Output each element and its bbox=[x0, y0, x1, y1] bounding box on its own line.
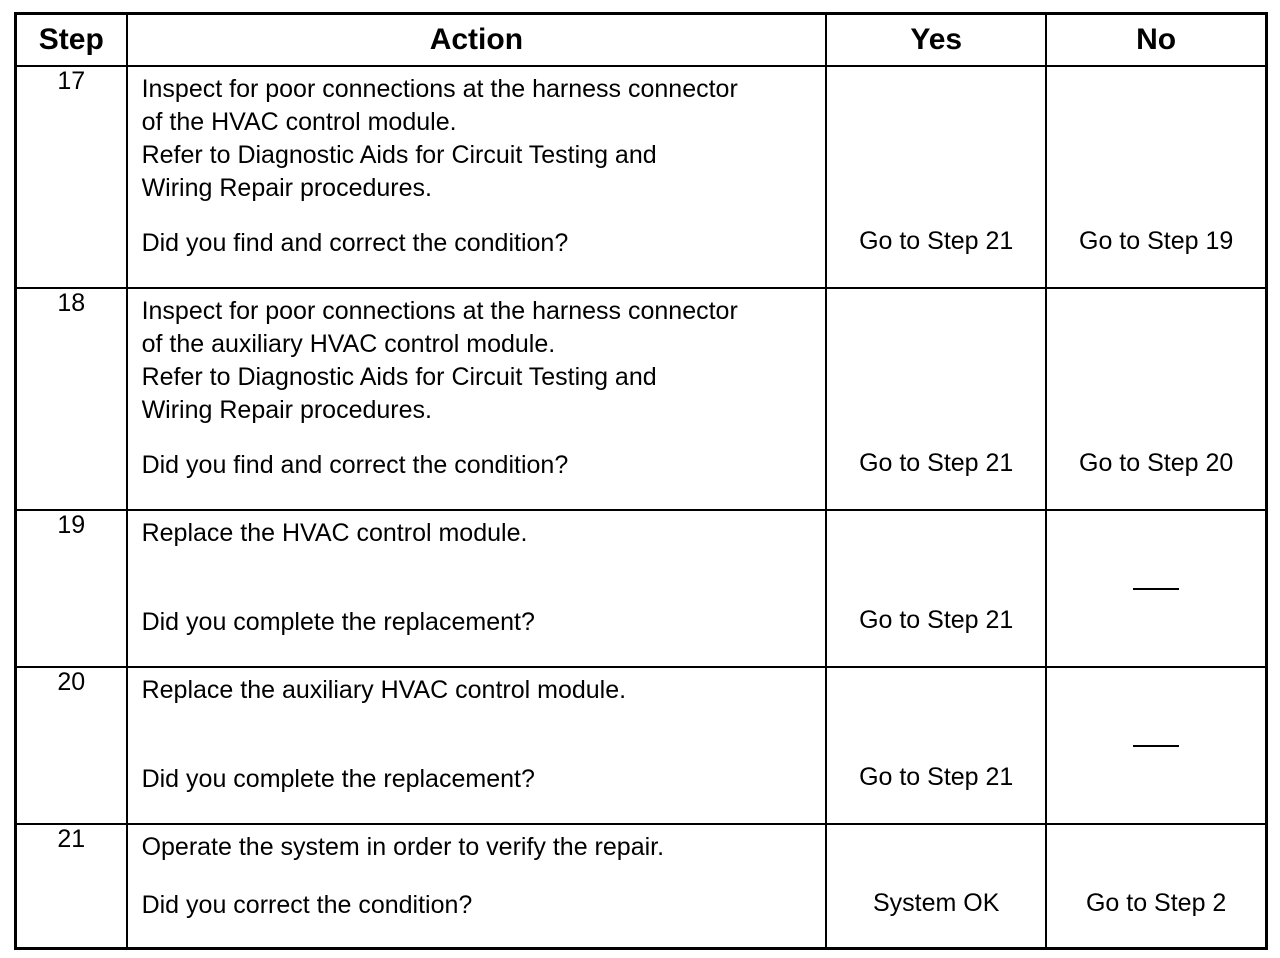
action-line: Inspect for poor connections at the harness connector bbox=[141, 75, 738, 103]
no-action-dash bbox=[1133, 745, 1179, 747]
action-line: Wiring Repair procedures. bbox=[141, 174, 432, 202]
no-cell bbox=[1046, 667, 1266, 824]
question-text: Did you find and correct the condition? bbox=[141, 229, 569, 257]
diagnostic-table bbox=[14, 12, 1268, 950]
yes-result: Go to Step 21 bbox=[859, 763, 1014, 791]
step-number: 18 bbox=[16, 288, 127, 510]
no-cell bbox=[1046, 288, 1266, 510]
yes-cell bbox=[826, 667, 1046, 824]
action-cell bbox=[127, 510, 827, 667]
action-line: Replace the auxiliary HVAC control module. bbox=[141, 676, 627, 704]
no-cell bbox=[1046, 510, 1266, 667]
action-line: of the auxiliary HVAC control module. bbox=[141, 330, 556, 358]
no-cell bbox=[1046, 66, 1266, 288]
step-number: 20 bbox=[16, 667, 127, 824]
action-cell bbox=[127, 824, 827, 948]
yes-cell bbox=[826, 66, 1046, 288]
question-text: Did you complete the replacement? bbox=[141, 765, 535, 793]
action-cell bbox=[127, 667, 827, 824]
action-line: Inspect for poor connections at the harness connector bbox=[141, 297, 738, 325]
step-number: 19 bbox=[16, 510, 127, 667]
yes-cell bbox=[826, 510, 1046, 667]
no-result: Go to Step 2 bbox=[1085, 889, 1227, 917]
question-text: Did you complete the replacement? bbox=[141, 608, 535, 636]
action-cell bbox=[127, 288, 827, 510]
yes-cell bbox=[826, 824, 1046, 948]
table-row bbox=[16, 288, 1267, 510]
header-row bbox=[16, 14, 1267, 67]
yes-result: Go to Step 21 bbox=[859, 606, 1014, 634]
yes-cell bbox=[826, 288, 1046, 510]
step-number: 21 bbox=[16, 824, 127, 948]
action-line: of the HVAC control module. bbox=[141, 108, 457, 136]
table-row bbox=[16, 824, 1267, 948]
no-cell bbox=[1046, 824, 1266, 948]
action-line: Refer to Diagnostic Aids for Circuit Testing and bbox=[141, 141, 657, 169]
header-no: No bbox=[1046, 14, 1266, 67]
no-action-dash bbox=[1133, 588, 1179, 590]
yes-result: System OK bbox=[873, 889, 1000, 917]
header-yes: Yes bbox=[826, 14, 1046, 67]
table-row bbox=[16, 510, 1267, 667]
yes-result: Go to Step 21 bbox=[859, 227, 1014, 255]
step-number: 17 bbox=[16, 66, 127, 288]
header-action: Action bbox=[127, 14, 827, 67]
header-step: Step bbox=[16, 14, 127, 67]
action-line: Operate the system in order to verify the repair. bbox=[141, 833, 665, 861]
action-line: Wiring Repair procedures. bbox=[141, 396, 432, 424]
action-line: Refer to Diagnostic Aids for Circuit Testing and bbox=[141, 363, 657, 391]
action-line: Replace the HVAC control module. bbox=[141, 519, 528, 547]
no-result: Go to Step 20 bbox=[1079, 449, 1234, 477]
no-result: Go to Step 19 bbox=[1079, 227, 1234, 255]
question-text: Did you correct the condition? bbox=[141, 891, 473, 919]
question-text: Did you find and correct the condition? bbox=[141, 451, 569, 479]
table-row bbox=[16, 667, 1267, 824]
action-cell bbox=[127, 66, 827, 288]
table-row bbox=[16, 66, 1267, 288]
yes-result: Go to Step 21 bbox=[859, 449, 1014, 477]
